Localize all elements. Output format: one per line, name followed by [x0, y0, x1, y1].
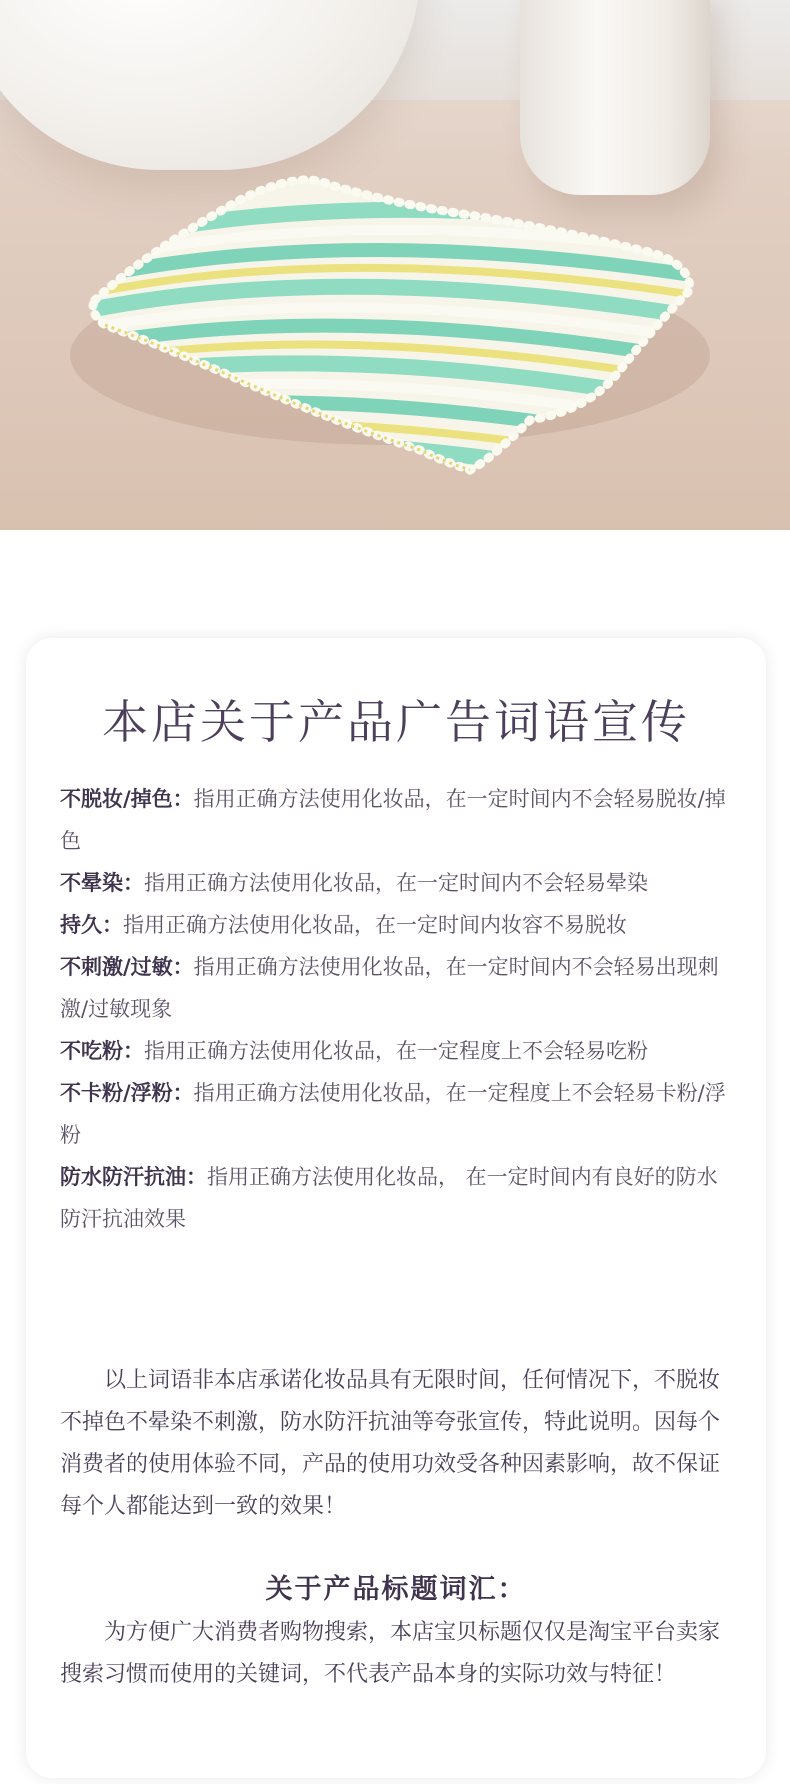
- terms-list: [60, 778, 736, 1240]
- term-description: 指用正确方法使用化妆品，在一定时间内妆容不易脱妆: [123, 913, 627, 937]
- card-title: 本店关于产品广告词语宣传: [102, 695, 690, 749]
- term-item: [60, 1072, 736, 1156]
- title-note-paragraph: 为方便广大消费者购物搜索，本店宝贝标题仅仅是淘宝平台卖家搜索习惯而使用的关键词，不代表产品本身的实际功效与特征！: [60, 1620, 721, 1687]
- term-item: [60, 1030, 736, 1072]
- term-label: 不卡粉/浮粉：: [60, 1081, 194, 1105]
- term-description: 指用正确方法使用化妆品，在一定时间内不会轻易脱妆/掉色: [60, 787, 726, 853]
- term-item: [60, 862, 736, 904]
- title-vocabulary-heading: 关于产品标题词汇：: [265, 1574, 527, 1605]
- term-label: 不吃粉：: [60, 1039, 144, 1063]
- term-label: 不脱妆/掉色：: [60, 787, 194, 811]
- product-photo: [0, 0, 790, 530]
- term-item: [60, 1156, 736, 1240]
- term-label: 不晕染：: [60, 871, 144, 895]
- term-description: 指用正确方法使用化妆品，在一定时间内不会轻易晕染: [144, 871, 648, 895]
- term-description: 指用正确方法使用化妆品，在一定程度上不会轻易卡粉/浮粉: [60, 1081, 726, 1147]
- sponge-illustration: [0, 0, 790, 530]
- term-description: 指用正确方法使用化妆品， 在一定时间内有良好的防水防汗抗油效果: [60, 1165, 718, 1231]
- term-item: [60, 946, 736, 1030]
- term-label: 持久：: [60, 913, 123, 937]
- term-label: 防水防汗抗油：: [60, 1165, 207, 1189]
- term-item: [60, 778, 736, 862]
- term-item: [60, 904, 736, 946]
- term-label: 不刺激/过敏：: [60, 955, 194, 979]
- advertising-terms-card: [26, 638, 766, 1778]
- disclaimer-paragraph: 以上词语非本店承诺化妆品具有无限时间，任何情况下，不脱妆不掉色不晕染不刺激，防水防汗抗油等夸张宣传，特此说明。因每个消费者的使用体验不同，产品的使用功效受各种因素影响，故不保证每个人都能达到一致的效果！: [60, 1368, 721, 1519]
- term-description: 指用正确方法使用化妆品，在一定时间内不会轻易出现刺激/过敏现象: [60, 955, 719, 1021]
- term-description: 指用正确方法使用化妆品，在一定程度上不会轻易吃粉: [144, 1039, 648, 1063]
